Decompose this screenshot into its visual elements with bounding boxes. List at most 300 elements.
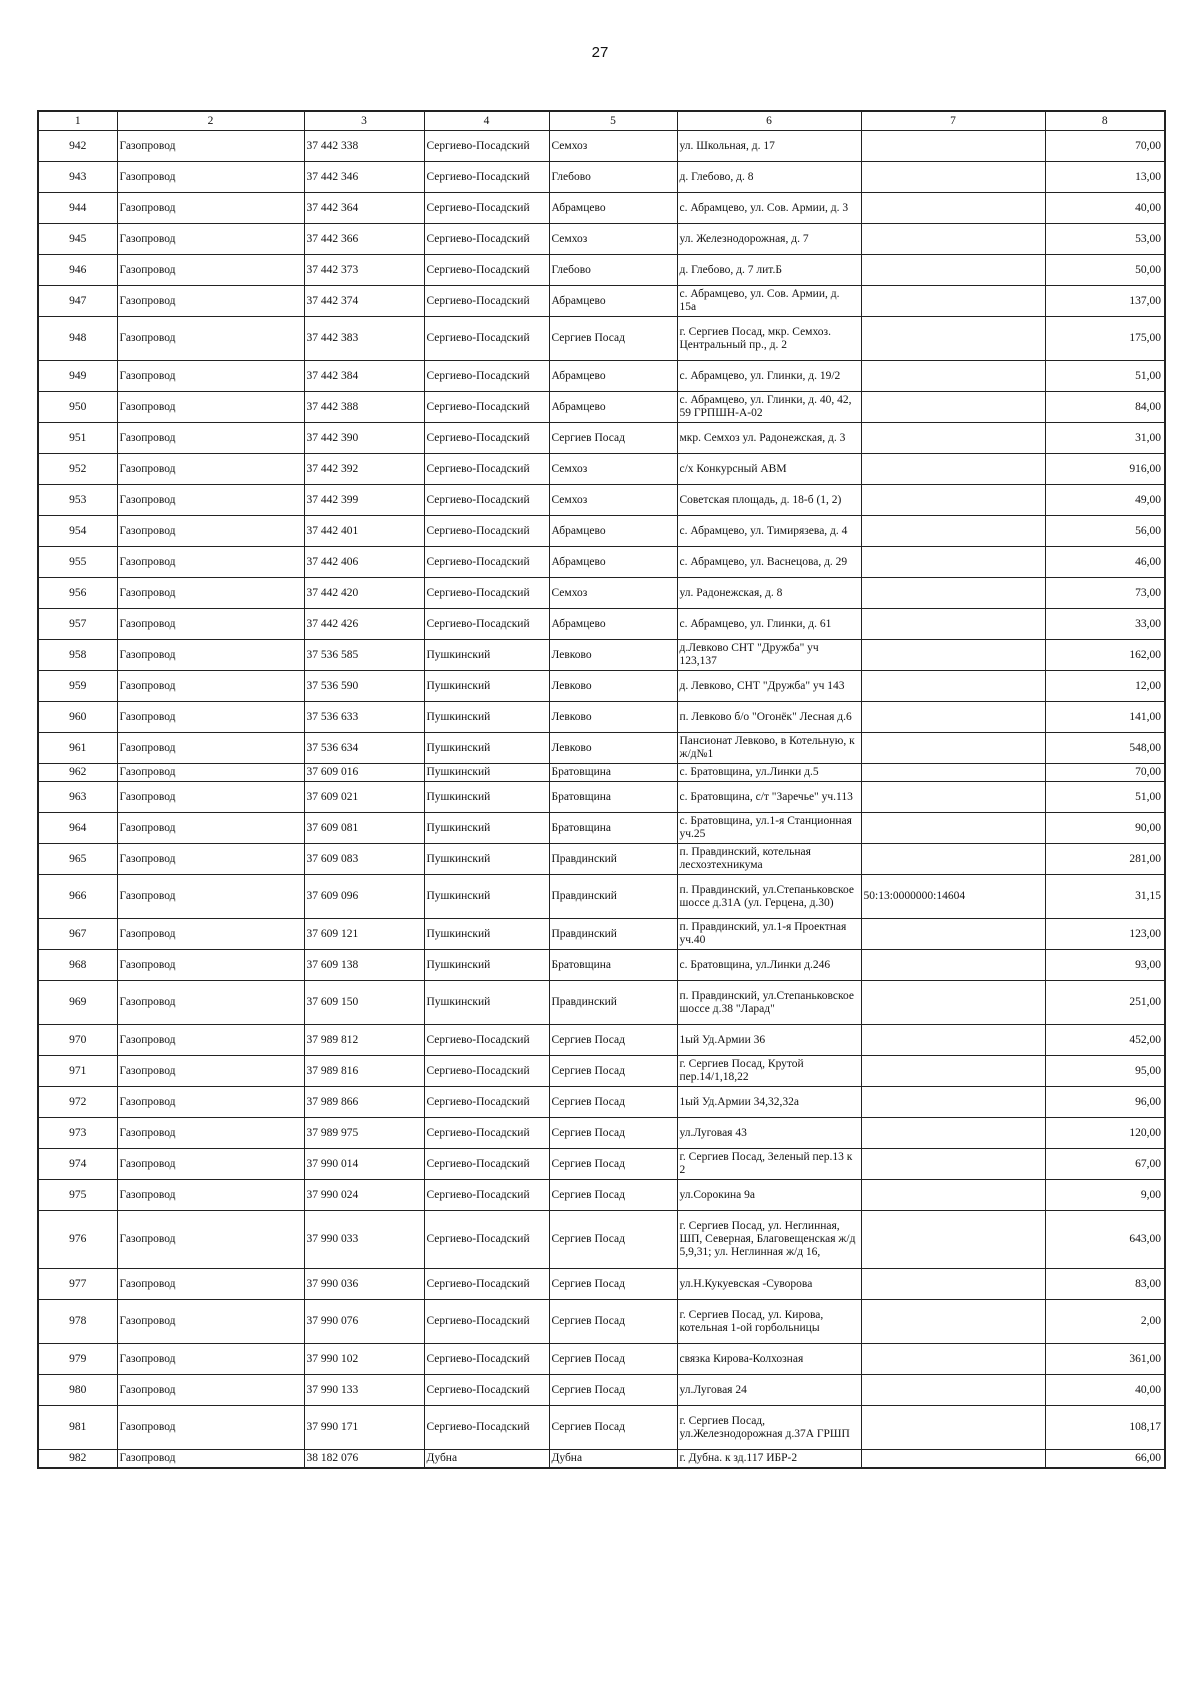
district-cell: Сергиево-Посадский xyxy=(424,255,549,286)
address-cell: ул. Радонежская, д. 8 xyxy=(677,578,861,609)
table-row xyxy=(38,981,1165,1025)
object-type-cell: Газопровод xyxy=(117,981,304,1025)
cadastral-number-cell xyxy=(861,578,1045,609)
settlement-cell: Правдинский xyxy=(549,844,677,875)
object-type-cell: Газопровод xyxy=(117,702,304,733)
object-type-cell: Газопровод xyxy=(117,224,304,255)
settlement-cell: Абрамцево xyxy=(549,516,677,547)
cadastral-number-cell xyxy=(861,733,1045,764)
cadastral-number-cell xyxy=(861,454,1045,485)
length-value-cell: 70,00 xyxy=(1045,131,1165,162)
length-value-cell: 70,00 xyxy=(1045,764,1165,782)
district-cell: Сергиево-Посадский xyxy=(424,1180,549,1211)
cadastral-number-cell xyxy=(861,547,1045,578)
district-cell: Пушкинский xyxy=(424,702,549,733)
cadastral-number-cell xyxy=(861,392,1045,423)
cadastral-number-cell xyxy=(861,1180,1045,1211)
row-number-cell: 958 xyxy=(38,640,117,671)
length-value-cell: 96,00 xyxy=(1045,1087,1165,1118)
object-type-cell: Газопровод xyxy=(117,547,304,578)
district-cell: Сергиево-Посадский xyxy=(424,1375,549,1406)
cadastral-number-cell xyxy=(861,193,1045,224)
cadastral-number-cell xyxy=(861,844,1045,875)
cadastral-number-cell xyxy=(861,317,1045,361)
cadastral-number-cell xyxy=(861,361,1045,392)
table-row xyxy=(38,609,1165,640)
settlement-cell: Дубна xyxy=(549,1450,677,1468)
district-cell: Пушкинский xyxy=(424,640,549,671)
length-value-cell: 548,00 xyxy=(1045,733,1165,764)
settlement-cell: Сергиев Посад xyxy=(549,1118,677,1149)
district-cell: Сергиево-Посадский xyxy=(424,392,549,423)
object-code-cell: 37 990 014 xyxy=(304,1149,424,1180)
cadastral-number-cell xyxy=(861,981,1045,1025)
address-cell: связка Кирова-Колхозная xyxy=(677,1344,861,1375)
cadastral-number-cell xyxy=(861,950,1045,981)
cadastral-number-cell xyxy=(861,286,1045,317)
cadastral-number-cell xyxy=(861,813,1045,844)
object-type-cell: Газопровод xyxy=(117,255,304,286)
cadastral-number-cell xyxy=(861,131,1045,162)
address-cell: 1ый Уд.Армии 34,32,32а xyxy=(677,1087,861,1118)
row-number-cell: 979 xyxy=(38,1344,117,1375)
settlement-cell: Семхоз xyxy=(549,131,677,162)
address-cell: г. Сергиев Посад, ул. Кирова, котельная 1-ой горбольницы xyxy=(677,1300,861,1344)
row-number-cell: 954 xyxy=(38,516,117,547)
cadastral-number-cell xyxy=(861,671,1045,702)
row-number-cell: 962 xyxy=(38,764,117,782)
object-type-cell: Газопровод xyxy=(117,193,304,224)
address-cell: г. Дубна. к зд.117 ИБР-2 xyxy=(677,1450,861,1468)
row-number-cell: 944 xyxy=(38,193,117,224)
cadastral-number-cell xyxy=(861,162,1045,193)
cadastral-number-cell xyxy=(861,516,1045,547)
district-cell: Пушкинский xyxy=(424,875,549,919)
row-number-cell: 948 xyxy=(38,317,117,361)
row-number-cell: 957 xyxy=(38,609,117,640)
object-code-cell: 37 536 590 xyxy=(304,671,424,702)
object-code-cell: 37 442 383 xyxy=(304,317,424,361)
cadastral-number-cell xyxy=(861,782,1045,813)
row-number-cell: 953 xyxy=(38,485,117,516)
address-cell: ул.Н.Кукуевская -Суворова xyxy=(677,1269,861,1300)
column-header: 3 xyxy=(304,111,424,131)
object-code-cell: 37 442 406 xyxy=(304,547,424,578)
settlement-cell: Глебово xyxy=(549,255,677,286)
settlement-cell: Сергиев Посад xyxy=(549,1344,677,1375)
address-cell: мкр. Семхоз ул. Радонежская, д. 3 xyxy=(677,423,861,454)
object-type-cell: Газопровод xyxy=(117,516,304,547)
object-type-cell: Газопровод xyxy=(117,1375,304,1406)
length-value-cell: 175,00 xyxy=(1045,317,1165,361)
object-code-cell: 37 989 975 xyxy=(304,1118,424,1149)
object-code-cell: 37 609 021 xyxy=(304,782,424,813)
object-type-cell: Газопровод xyxy=(117,671,304,702)
cadastral-number-cell xyxy=(861,1375,1045,1406)
object-type-cell: Газопровод xyxy=(117,286,304,317)
table-row xyxy=(38,1450,1165,1468)
object-type-cell: Газопровод xyxy=(117,392,304,423)
object-type-cell: Газопровод xyxy=(117,813,304,844)
object-type-cell: Газопровод xyxy=(117,1450,304,1468)
cadastral-number-cell xyxy=(861,1300,1045,1344)
object-code-cell: 37 442 346 xyxy=(304,162,424,193)
address-cell: г. Сергиев Посад, ул.Железнодорожная д.37А ГРШП xyxy=(677,1406,861,1450)
row-number-cell: 972 xyxy=(38,1087,117,1118)
row-number-cell: 961 xyxy=(38,733,117,764)
row-number-cell: 965 xyxy=(38,844,117,875)
object-type-cell: Газопровод xyxy=(117,609,304,640)
object-code-cell: 37 990 076 xyxy=(304,1300,424,1344)
cadastral-number-cell xyxy=(861,1118,1045,1149)
table-row xyxy=(38,1056,1165,1087)
object-code-cell: 37 536 633 xyxy=(304,702,424,733)
row-number-cell: 982 xyxy=(38,1450,117,1468)
table-row xyxy=(38,782,1165,813)
district-cell: Сергиево-Посадский xyxy=(424,286,549,317)
object-code-cell: 37 989 812 xyxy=(304,1025,424,1056)
district-cell: Сергиево-Посадский xyxy=(424,162,549,193)
district-cell: Пушкинский xyxy=(424,813,549,844)
column-header: 1 xyxy=(38,111,117,131)
cadastral-number-cell: 50:13:0000000:14604 xyxy=(861,875,1045,919)
address-cell: Пансионат Левково, в Котельную, к ж/д№1 xyxy=(677,733,861,764)
table-row xyxy=(38,1344,1165,1375)
table-row xyxy=(38,1375,1165,1406)
address-cell: с. Абрамцево, ул. Тимирязева, д. 4 xyxy=(677,516,861,547)
cadastral-number-cell xyxy=(861,423,1045,454)
address-cell: с. Абрамцево, ул. Глинки, д. 19/2 xyxy=(677,361,861,392)
table-row xyxy=(38,671,1165,702)
page-number: 27 xyxy=(591,44,609,61)
settlement-cell: Абрамцево xyxy=(549,547,677,578)
table-row xyxy=(38,1025,1165,1056)
object-code-cell: 37 442 364 xyxy=(304,193,424,224)
length-value-cell: 95,00 xyxy=(1045,1056,1165,1087)
row-number-cell: 943 xyxy=(38,162,117,193)
district-cell: Сергиево-Посадский xyxy=(424,1056,549,1087)
row-number-cell: 949 xyxy=(38,361,117,392)
length-value-cell: 51,00 xyxy=(1045,361,1165,392)
settlement-cell: Сергиев Посад xyxy=(549,1269,677,1300)
object-code-cell: 37 989 866 xyxy=(304,1087,424,1118)
table-row xyxy=(38,1406,1165,1450)
object-type-cell: Газопровод xyxy=(117,1269,304,1300)
object-code-cell: 37 990 036 xyxy=(304,1269,424,1300)
object-type-cell: Газопровод xyxy=(117,1300,304,1344)
object-code-cell: 37 609 121 xyxy=(304,919,424,950)
district-cell: Пушкинский xyxy=(424,764,549,782)
table-row xyxy=(38,764,1165,782)
table-row xyxy=(38,131,1165,162)
table-row xyxy=(38,392,1165,423)
district-cell: Пушкинский xyxy=(424,733,549,764)
column-header: 4 xyxy=(424,111,549,131)
settlement-cell: Сергиев Посад xyxy=(549,317,677,361)
object-code-cell: 37 990 102 xyxy=(304,1344,424,1375)
object-type-cell: Газопровод xyxy=(117,131,304,162)
cadastral-number-cell xyxy=(861,485,1045,516)
district-cell: Сергиево-Посадский xyxy=(424,485,549,516)
address-cell: с. Абрамцево, ул. Глинки, д. 61 xyxy=(677,609,861,640)
object-type-cell: Газопровод xyxy=(117,361,304,392)
length-value-cell: 90,00 xyxy=(1045,813,1165,844)
cadastral-number-cell xyxy=(861,764,1045,782)
settlement-cell: Сергиев Посад xyxy=(549,1149,677,1180)
object-code-cell: 37 609 096 xyxy=(304,875,424,919)
object-type-cell: Газопровод xyxy=(117,1025,304,1056)
object-code-cell: 37 990 024 xyxy=(304,1180,424,1211)
row-number-cell: 968 xyxy=(38,950,117,981)
settlement-cell: Абрамцево xyxy=(549,609,677,640)
table-row xyxy=(38,547,1165,578)
object-code-cell: 37 990 133 xyxy=(304,1375,424,1406)
settlement-cell: Сергиев Посад xyxy=(549,1087,677,1118)
district-cell: Сергиево-Посадский xyxy=(424,131,549,162)
settlement-cell: Абрамцево xyxy=(549,286,677,317)
cadastral-number-cell xyxy=(861,1211,1045,1269)
length-value-cell: 73,00 xyxy=(1045,578,1165,609)
row-number-cell: 971 xyxy=(38,1056,117,1087)
district-cell: Пушкинский xyxy=(424,950,549,981)
length-value-cell: 2,00 xyxy=(1045,1300,1165,1344)
table-row xyxy=(38,1087,1165,1118)
object-code-cell: 37 609 081 xyxy=(304,813,424,844)
district-cell: Сергиево-Посадский xyxy=(424,1118,549,1149)
length-value-cell: 40,00 xyxy=(1045,193,1165,224)
object-code-cell: 37 990 171 xyxy=(304,1406,424,1450)
registry-table xyxy=(37,110,1166,1469)
object-code-cell: 37 609 150 xyxy=(304,981,424,1025)
object-code-cell: 37 536 634 xyxy=(304,733,424,764)
address-cell: с. Братовщина, ул.Линки д.5 xyxy=(677,764,861,782)
address-cell: д. Глебово, д. 7 лит.Б xyxy=(677,255,861,286)
settlement-cell: Абрамцево xyxy=(549,193,677,224)
cadastral-number-cell xyxy=(861,1087,1045,1118)
district-cell: Пушкинский xyxy=(424,919,549,950)
row-number-cell: 947 xyxy=(38,286,117,317)
object-code-cell: 37 442 401 xyxy=(304,516,424,547)
object-type-cell: Газопровод xyxy=(117,454,304,485)
length-value-cell: 66,00 xyxy=(1045,1450,1165,1468)
address-cell: п. Правдинский, ул.1-я Проектная уч.40 xyxy=(677,919,861,950)
settlement-cell: Сергиев Посад xyxy=(549,1375,677,1406)
object-type-cell: Газопровод xyxy=(117,1149,304,1180)
district-cell: Сергиево-Посадский xyxy=(424,1087,549,1118)
settlement-cell: Абрамцево xyxy=(549,392,677,423)
object-type-cell: Газопровод xyxy=(117,578,304,609)
address-cell: с. Братовщина, ул.Линки д.246 xyxy=(677,950,861,981)
column-header: 5 xyxy=(549,111,677,131)
object-type-cell: Газопровод xyxy=(117,844,304,875)
length-value-cell: 31,00 xyxy=(1045,423,1165,454)
cadastral-number-cell xyxy=(861,1344,1045,1375)
table-row xyxy=(38,640,1165,671)
row-number-cell: 950 xyxy=(38,392,117,423)
object-type-cell: Газопровод xyxy=(117,1056,304,1087)
table-row xyxy=(38,813,1165,844)
length-value-cell: 67,00 xyxy=(1045,1149,1165,1180)
settlement-cell: Братовщина xyxy=(549,764,677,782)
district-cell: Сергиево-Посадский xyxy=(424,317,549,361)
object-code-cell: 37 990 033 xyxy=(304,1211,424,1269)
object-code-cell: 38 182 076 xyxy=(304,1450,424,1468)
length-value-cell: 643,00 xyxy=(1045,1211,1165,1269)
length-value-cell: 123,00 xyxy=(1045,919,1165,950)
table-row xyxy=(38,286,1165,317)
settlement-cell: Семхоз xyxy=(549,485,677,516)
district-cell: Сергиево-Посадский xyxy=(424,1211,549,1269)
settlement-cell: Семхоз xyxy=(549,578,677,609)
length-value-cell: 31,15 xyxy=(1045,875,1165,919)
object-code-cell: 37 442 366 xyxy=(304,224,424,255)
row-number-cell: 975 xyxy=(38,1180,117,1211)
cadastral-number-cell xyxy=(861,1450,1045,1468)
settlement-cell: Братовщина xyxy=(549,950,677,981)
address-cell: ул.Луговая 43 xyxy=(677,1118,861,1149)
object-code-cell: 37 609 016 xyxy=(304,764,424,782)
row-number-cell: 956 xyxy=(38,578,117,609)
object-code-cell: 37 442 426 xyxy=(304,609,424,640)
table-row xyxy=(38,1269,1165,1300)
table-row xyxy=(38,485,1165,516)
settlement-cell: Глебово xyxy=(549,162,677,193)
district-cell: Сергиево-Посадский xyxy=(424,361,549,392)
object-type-cell: Газопровод xyxy=(117,919,304,950)
length-value-cell: 46,00 xyxy=(1045,547,1165,578)
length-value-cell: 120,00 xyxy=(1045,1118,1165,1149)
address-cell: с. Абрамцево, ул. Сов. Армии, д. 3 xyxy=(677,193,861,224)
length-value-cell: 9,00 xyxy=(1045,1180,1165,1211)
length-value-cell: 33,00 xyxy=(1045,609,1165,640)
length-value-cell: 108,17 xyxy=(1045,1406,1165,1450)
object-code-cell: 37 442 374 xyxy=(304,286,424,317)
object-type-cell: Газопровод xyxy=(117,640,304,671)
district-cell: Сергиево-Посадский xyxy=(424,1269,549,1300)
column-header: 6 xyxy=(677,111,861,131)
length-value-cell: 84,00 xyxy=(1045,392,1165,423)
table-row xyxy=(38,516,1165,547)
cadastral-number-cell xyxy=(861,1025,1045,1056)
settlement-cell: Левково xyxy=(549,640,677,671)
table-row xyxy=(38,1180,1165,1211)
district-cell: Сергиево-Посадский xyxy=(424,423,549,454)
row-number-cell: 960 xyxy=(38,702,117,733)
address-cell: с. Абрамцево, ул. Васнецова, д. 29 xyxy=(677,547,861,578)
table-row xyxy=(38,224,1165,255)
row-number-cell: 981 xyxy=(38,1406,117,1450)
address-cell: ул.Сорокина 9а xyxy=(677,1180,861,1211)
table-row xyxy=(38,1211,1165,1269)
row-number-cell: 963 xyxy=(38,782,117,813)
length-value-cell: 281,00 xyxy=(1045,844,1165,875)
row-number-cell: 942 xyxy=(38,131,117,162)
length-value-cell: 83,00 xyxy=(1045,1269,1165,1300)
row-number-cell: 959 xyxy=(38,671,117,702)
table-row xyxy=(38,423,1165,454)
settlement-cell: Левково xyxy=(549,702,677,733)
object-type-cell: Газопровод xyxy=(117,162,304,193)
cadastral-number-cell xyxy=(861,224,1045,255)
table-row xyxy=(38,255,1165,286)
table-row xyxy=(38,875,1165,919)
address-cell: п. Правдинский, ул.Степаньковское шоссе д.38 "Ларад" xyxy=(677,981,861,1025)
length-value-cell: 141,00 xyxy=(1045,702,1165,733)
column-header: 7 xyxy=(861,111,1045,131)
row-number-cell: 952 xyxy=(38,454,117,485)
settlement-cell: Сергиев Посад xyxy=(549,1056,677,1087)
district-cell: Пушкинский xyxy=(424,844,549,875)
object-code-cell: 37 609 138 xyxy=(304,950,424,981)
object-type-cell: Газопровод xyxy=(117,733,304,764)
table-header-row xyxy=(38,111,1165,131)
settlement-cell: Абрамцево xyxy=(549,361,677,392)
length-value-cell: 916,00 xyxy=(1045,454,1165,485)
settlement-cell: Правдинский xyxy=(549,981,677,1025)
district-cell: Пушкинский xyxy=(424,981,549,1025)
object-type-cell: Газопровод xyxy=(117,1087,304,1118)
table-row xyxy=(38,317,1165,361)
address-cell: с. Абрамцево, ул. Глинки, д. 40, 42, 59 ГРПШН-А-02 xyxy=(677,392,861,423)
address-cell: с/х Конкурсный АВМ xyxy=(677,454,861,485)
address-cell: п. Правдинский, ул.Степаньковское шоссе д.31А (ул. Герцена, д.30) xyxy=(677,875,861,919)
settlement-cell: Правдинский xyxy=(549,919,677,950)
object-code-cell: 37 442 338 xyxy=(304,131,424,162)
length-value-cell: 137,00 xyxy=(1045,286,1165,317)
table-row xyxy=(38,1149,1165,1180)
object-type-cell: Газопровод xyxy=(117,764,304,782)
settlement-cell: Левково xyxy=(549,671,677,702)
length-value-cell: 40,00 xyxy=(1045,1375,1165,1406)
settlement-cell: Братовщина xyxy=(549,782,677,813)
object-type-cell: Газопровод xyxy=(117,317,304,361)
object-code-cell: 37 536 585 xyxy=(304,640,424,671)
object-type-cell: Газопровод xyxy=(117,1118,304,1149)
length-value-cell: 53,00 xyxy=(1045,224,1165,255)
length-value-cell: 51,00 xyxy=(1045,782,1165,813)
address-cell: 1ый Уд.Армии 36 xyxy=(677,1025,861,1056)
district-cell: Сергиево-Посадский xyxy=(424,454,549,485)
row-number-cell: 969 xyxy=(38,981,117,1025)
row-number-cell: 980 xyxy=(38,1375,117,1406)
cadastral-number-cell xyxy=(861,1269,1045,1300)
object-type-cell: Газопровод xyxy=(117,485,304,516)
cadastral-number-cell xyxy=(861,1056,1045,1087)
district-cell: Сергиево-Посадский xyxy=(424,1025,549,1056)
object-type-cell: Газопровод xyxy=(117,423,304,454)
district-cell: Пушкинский xyxy=(424,671,549,702)
settlement-cell: Левково xyxy=(549,733,677,764)
row-number-cell: 946 xyxy=(38,255,117,286)
settlement-cell: Сергиев Посад xyxy=(549,1406,677,1450)
settlement-cell: Сергиев Посад xyxy=(549,423,677,454)
length-value-cell: 93,00 xyxy=(1045,950,1165,981)
object-code-cell: 37 442 399 xyxy=(304,485,424,516)
settlement-cell: Семхоз xyxy=(549,454,677,485)
district-cell: Сергиево-Посадский xyxy=(424,224,549,255)
cadastral-number-cell xyxy=(861,1406,1045,1450)
length-value-cell: 50,00 xyxy=(1045,255,1165,286)
address-cell: п. Левково б/о "Огонёк" Лесная д.6 xyxy=(677,702,861,733)
row-number-cell: 966 xyxy=(38,875,117,919)
table-row xyxy=(38,1118,1165,1149)
row-number-cell: 964 xyxy=(38,813,117,844)
length-value-cell: 452,00 xyxy=(1045,1025,1165,1056)
row-number-cell: 973 xyxy=(38,1118,117,1149)
address-cell: г. Сергиев Посад, мкр. Семхоз. Центральный пр., д. 2 xyxy=(677,317,861,361)
row-number-cell: 977 xyxy=(38,1269,117,1300)
settlement-cell: Сергиев Посад xyxy=(549,1300,677,1344)
